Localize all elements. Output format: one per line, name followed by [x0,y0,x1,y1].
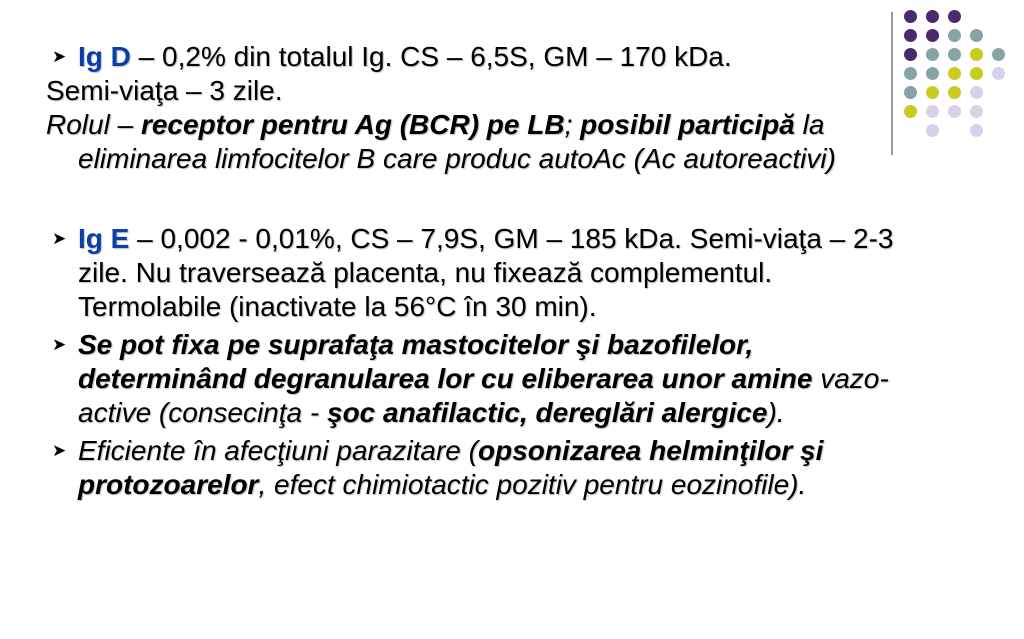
ige-parasite-d: , efect chimiotactic pozitiv pentru eozinofile). [258,469,807,500]
decorative-dot [948,105,961,118]
decorative-dot [926,48,939,61]
dot-empty [992,86,1005,99]
igd-role-dash: – [109,109,141,140]
decorative-dot [948,67,961,80]
dot-empty [948,124,961,137]
ige-parasite-a: Eficiente în afecţiuni parazitare [78,435,461,466]
decorative-dot [970,86,983,99]
arrow-bullet-icon: ➤ [52,229,67,248]
decorative-dot [948,10,961,23]
igd-role [46,108,916,176]
igd-role-possible: posibil participă [580,109,795,140]
decorative-dot [948,29,961,42]
decorative-dot [904,10,917,23]
dot-empty [992,29,1005,42]
dot-empty [992,10,1005,23]
dot-empty [970,10,983,23]
ige-title: Ig E [78,223,130,254]
ige-parasite-b: ( [460,435,478,466]
decorative-dot [926,29,939,42]
decorative-dot [992,67,1005,80]
ige-stats: – 0,002 - 0,01%, CS – 7,9S, GM – 185 kDa. Semi-viaţa – 2-3 zile. Nu traversează placenta, nu fixează complementul. Termolabile (inactivate la 56°C în 30 min). [78,223,894,322]
decorative-dot [948,86,961,99]
arrow-bullet-icon: ➤ [52,47,67,66]
decorative-dot [970,124,983,137]
arrow-bullet-icon: ➤ [52,441,67,460]
dot-empty [992,105,1005,118]
decorative-dot [970,48,983,61]
igd-role-receptor: receptor pentru Ag (BCR) pe LB [140,109,565,140]
igd-role-label: Rolul [46,109,110,140]
decorative-dot [926,124,939,137]
decorative-dot-grid [904,10,1014,143]
bullet-igd [46,40,916,74]
decorative-dot [992,48,1005,61]
bullet-ige [46,222,916,324]
decorative-dot [926,105,939,118]
decorative-dot [948,48,961,61]
spacer [46,176,916,222]
decorative-dot [970,67,983,80]
decorative-dot [926,10,939,23]
decorative-dot [970,105,983,118]
ige-mast-d: ). [767,397,785,428]
decorative-dot [926,86,939,99]
decorative-dot [970,29,983,42]
ige-mast-b: vazo-active (consecinţa - [78,363,889,428]
dot-empty [992,124,1005,137]
igd-role-semicolon: ; [564,109,581,140]
bullet-ige-mast [46,328,916,430]
igd-role-rest: la eliminarea limfocitelor B care produc autoAc (Ac autoreactivi) [78,109,836,174]
igd-stats: – 0,2% din totalul Ig. CS – 6,5S, GM – 170 kDa. [130,41,732,72]
arrow-bullet-icon: ➤ [52,335,67,354]
ige-mast-a: Se pot fixa pe suprafaţa mastocitelor şi bazofilelor, determinând degranularea lor cu eliberarea unor amine [78,329,813,394]
decorative-dot [926,67,939,80]
ige-mast-c: şoc anafilactic, dereglări alergice [327,397,768,428]
ige-parasite-c: opsonizarea helminţilor şi protozoarelor [78,435,824,500]
slide-body [46,40,916,502]
bullet-ige-parasite [46,434,916,502]
igd-halflife: Semi-viaţa – 3 zile. [46,75,283,106]
igd-title: Ig D [78,41,131,72]
